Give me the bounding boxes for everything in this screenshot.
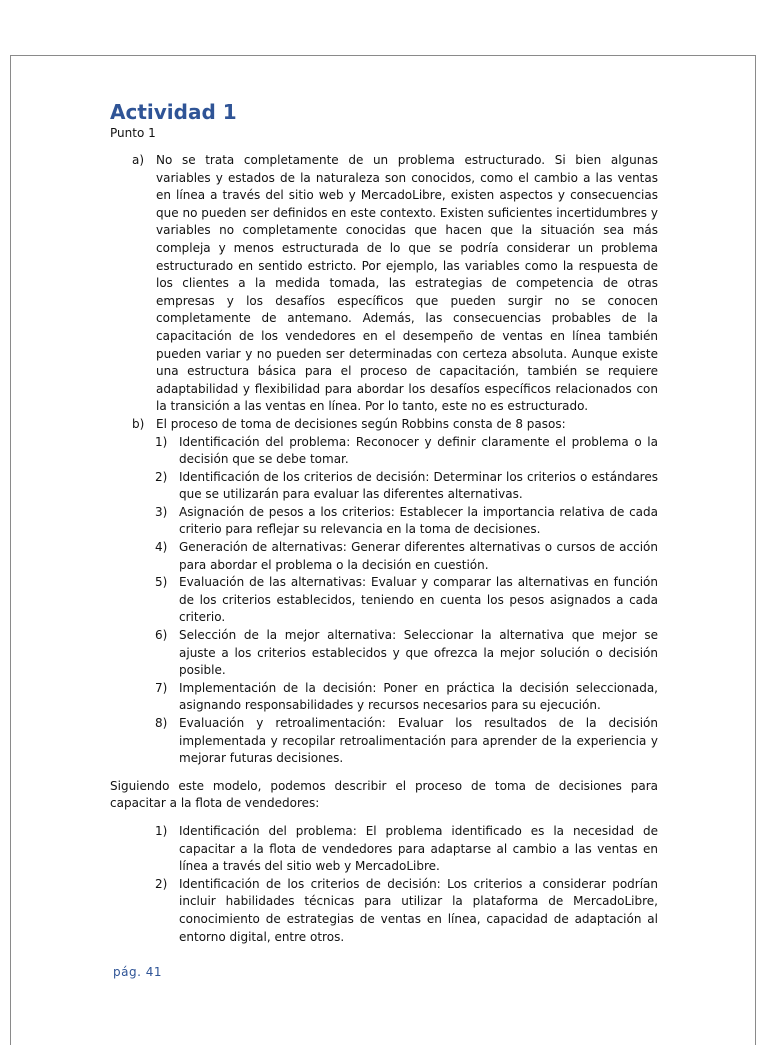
- list-marker: b): [132, 416, 145, 431]
- step-item: [110, 627, 658, 680]
- step-item: [110, 434, 658, 469]
- step-marker: 1): [155, 823, 168, 838]
- list-item-b: [110, 416, 658, 434]
- step-item: [110, 574, 658, 627]
- step-text: Implementación de la decisión: Poner en práctica la decisión seleccionada, asignando responsabilidades y recursos necesarios para su ejecución.: [179, 680, 658, 713]
- step-text: Selección de la mejor alternativa: Seleccionar la alternativa que mejor se ajuste a los criterios establecidos y que ofrezca la mejor solución o decisión posible.: [179, 628, 658, 678]
- step-marker: 8): [155, 716, 168, 730]
- step-text: Identificación de los criterios de decisión: Determinar los criterios o estándares que se utilizarán para evaluar las diferentes alternativas.: [179, 469, 658, 502]
- page-content: [110, 99, 658, 946]
- page-title: Actividad 1: [110, 100, 237, 124]
- list-item-text: El proceso de toma de decisiones según Robbins consta de 8 pasos:: [156, 416, 566, 431]
- step-marker: 6): [155, 628, 168, 643]
- step-text: Identificación de los criterios de decisión: Los criterios a considerar podrían incluir habilidades técnicas para utilizar la plataforma de MercadoLibre, conocimiento de estrategias de ventas en línea, capacidad de adaptación al entorno digital, entre otros.: [179, 876, 658, 944]
- step-item: [110, 680, 658, 715]
- applied-step-item: [110, 823, 658, 876]
- step-item: [110, 469, 658, 504]
- step-marker: 7): [155, 680, 168, 695]
- step-text: Evaluación y retroalimentación: Evaluar los resultados de la decisión implementada y recopilar retroalimentación para aprender de la experiencia y mejorar futuras decisiones.: [179, 716, 658, 766]
- subtitle: Punto 1: [110, 126, 156, 140]
- step-marker: 3): [155, 504, 168, 519]
- step-text: Generación de alternativas: Generar diferentes alternativas o cursos de acción para abordar el problema o la decisión en cuestión.: [179, 540, 658, 572]
- step-item: [110, 504, 658, 539]
- list-item-a: [110, 152, 658, 416]
- step-marker: 2): [155, 469, 168, 484]
- step-text: Identificación del problema: Reconocer y definir claramente el problema o la decisión que se debe tomar.: [179, 434, 658, 467]
- list-item-text: No se trata completamente de un problema estructurado. Si bien algunas variables y estados de la naturaleza son conocidos, como el cambio a las ventas en línea a través del sitio web y MercadoLibre, existen aspectos y consecuencias que no pueden ser definidos en este contexto. Existen suficientes incertidumbres y variables no completamente conocidas que hacen que la situación sea más compleja y menos estructurada de lo que se podría considerar un problema estructurado en sentido estricto. Por ejemplo, las variables como la respuesta de los clientes a la medida tomada, las estrategias de competencia de otras empresas y los desafíos específicos que pueden surgir no se conocen completamente de antemano. Además, las consecuencias probables de la capacitación de los vendedores en el desempeño de ventas en línea también pueden variar y no pueden ser determinadas con certeza absoluta. Aunque existe una estructura básica para el proceso de capacitación, también se requiere adaptabilidad y flexibilidad para abordar los desafíos específicos relacionados con la transición a las ventas en línea. Por lo tanto, este no es estructurado.: [156, 153, 658, 414]
- document-page: [10, 55, 756, 1045]
- step-item: [110, 715, 658, 768]
- step-marker: 2): [155, 876, 168, 891]
- page-number: pág. 41: [113, 965, 162, 979]
- applied-step-item: [110, 876, 658, 946]
- step-text: Asignación de pesos a los criterios: Establecer la importancia relativa de cada criterio para reflejar su relevancia en la toma de decisiones.: [179, 504, 658, 537]
- list-marker: a): [132, 153, 145, 167]
- step-marker: 5): [155, 575, 168, 590]
- step-text: Identificación del problema: El problema identificado es la necesidad de capacitar a la flota de vendedores para adaptarse al cambio a las ventas en línea a través del sitio web y MercadoLibre.: [179, 823, 658, 874]
- step-marker: 4): [155, 540, 168, 555]
- step-text: Evaluación de las alternativas: Evaluar y comparar las alternativas en función de los criterios establecidos, teniendo en cuenta los pesos asignados a cada criterio.: [179, 575, 658, 625]
- body-paragraph: Siguiendo este modelo, podemos describir el proceso de toma de decisiones para capacitar a la flota de vendedores:: [110, 778, 658, 811]
- step-marker: 1): [155, 434, 168, 449]
- step-item: [110, 539, 658, 574]
